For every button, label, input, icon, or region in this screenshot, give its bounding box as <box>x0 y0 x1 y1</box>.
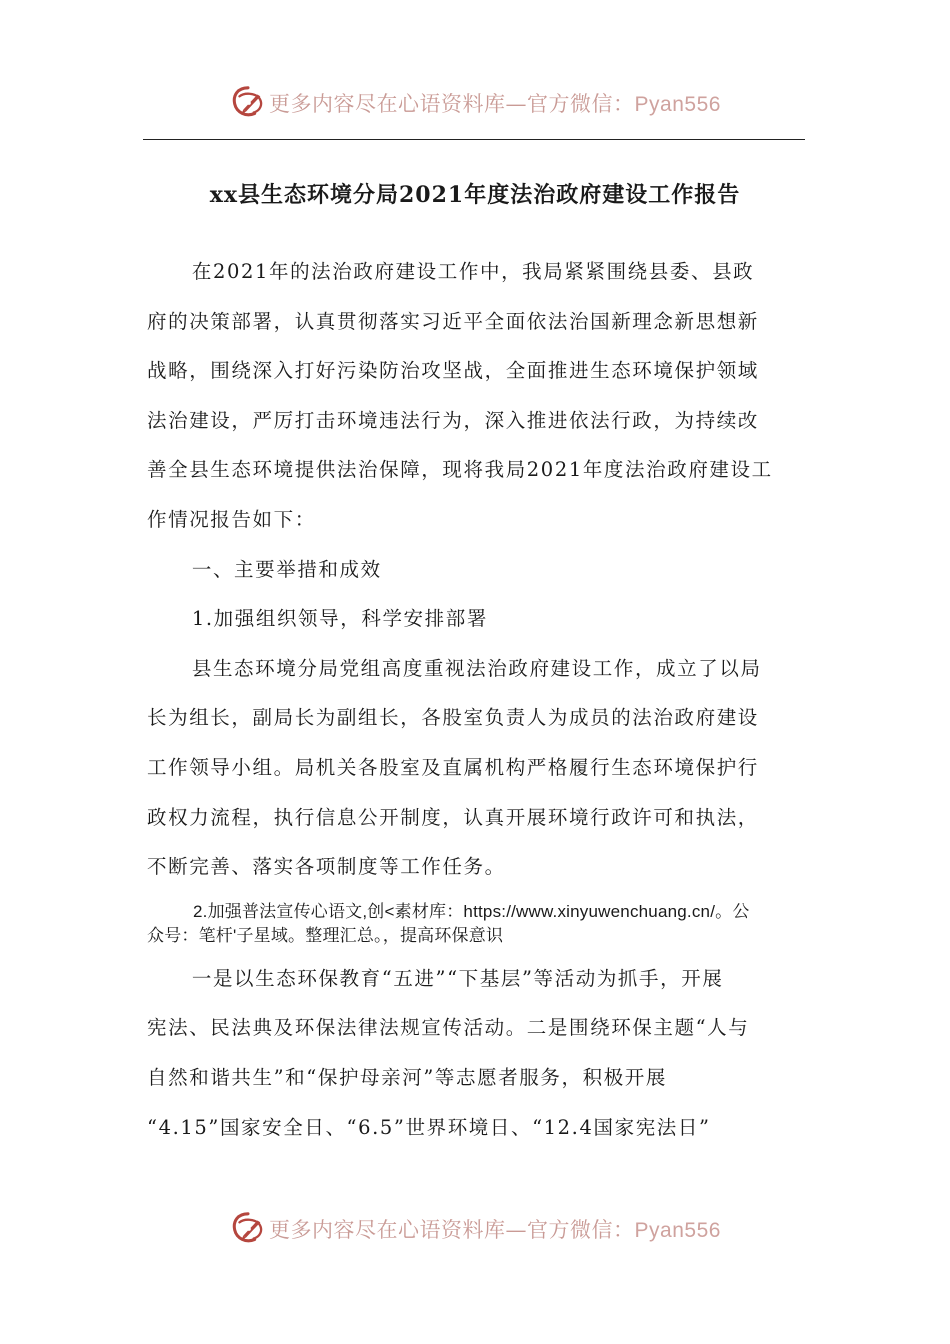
text-line: 作情况报告如下： <box>147 507 316 531</box>
pen-swirl-logo-icon <box>229 84 267 122</box>
text-line: 县生态环境分局党组高度重视法治政府建设工作，成立了以局 <box>191 656 762 680</box>
header-divider <box>143 139 805 140</box>
document-title: xx县生态环境分局2021年度法治政府建设工作报告 <box>209 182 741 208</box>
text-line: 法治建设，严厉打击环境违法行为，深入推进依法行政，为持续改 <box>147 408 759 432</box>
wechat-id: Pyan556 <box>634 93 721 116</box>
text-line: 府的决策部署，认真贯彻落实习近平全面依法治国新理念新思想新 <box>147 309 759 333</box>
section-heading: 一、主要举措和成效 <box>191 557 382 581</box>
intro-paragraph <box>147 247 807 545</box>
text-line: 不断完善、落实各项制度等工作任务。 <box>147 855 506 879</box>
subsection-heading: 1.加强组织领导，科学安排部署 <box>191 607 488 631</box>
text-line: 一是以生态环保教育“五进”“下基层”等活动为抓手，开展 <box>191 966 724 990</box>
document-body <box>147 247 807 1152</box>
subsection2-paragraph <box>147 954 807 1152</box>
text-line: 2.加强普法宣传心语文,创<素材库：https://www.xinyuwenchuang.cn/。公 <box>193 901 750 921</box>
footer-banner <box>0 1204 950 1254</box>
subsection-heading-with-ad <box>147 892 807 954</box>
text-line: 自然和谐共生”和“保护母亲河”等志愿者服务，积极开展 <box>147 1065 668 1089</box>
banner-text: 更多内容尽在心语资料库—官方微信：Pyan556 <box>269 1218 721 1242</box>
text-line: 战略，围绕深入打好污染防治攻坚战，全面推进生态环境保护领域 <box>147 359 759 383</box>
text-line: 政权力流程，执行信息公开制度，认真开展环境行政许可和执法， <box>147 805 759 829</box>
pen-swirl-logo-icon <box>229 1210 267 1248</box>
wechat-id: Pyan556 <box>634 1219 721 1242</box>
text-line: 宪法、民法典及环保法律法规宣传活动。二是围绕环保主题“人与 <box>147 1016 750 1040</box>
text-line: “4.15”国家安全日、“6.5”世界环境日、“12.4国家宪法日” <box>147 1115 711 1139</box>
subsection1-paragraph <box>147 644 807 892</box>
text-line: 工作领导小组。局机关各股室及直属机构严格履行生态环境保护行 <box>147 755 759 779</box>
banner-text: 更多内容尽在心语资料库—官方微信：Pyan556 <box>269 92 721 116</box>
text-line: 在2021年的法治政府建设工作中，我局紧紧围绕县委、县政 <box>191 260 755 283</box>
header-banner <box>0 78 950 128</box>
text-line: 长为组长，副局长为副组长，各股室负责人为成员的法治政府建设 <box>147 706 759 730</box>
text-line: 众号：笔杆'子星域。整理汇总。，提高环保意识 <box>147 925 504 945</box>
text-line: 善全县生态环境提供法治保障，现将我局2021年度法治政府建设工 <box>147 458 773 482</box>
